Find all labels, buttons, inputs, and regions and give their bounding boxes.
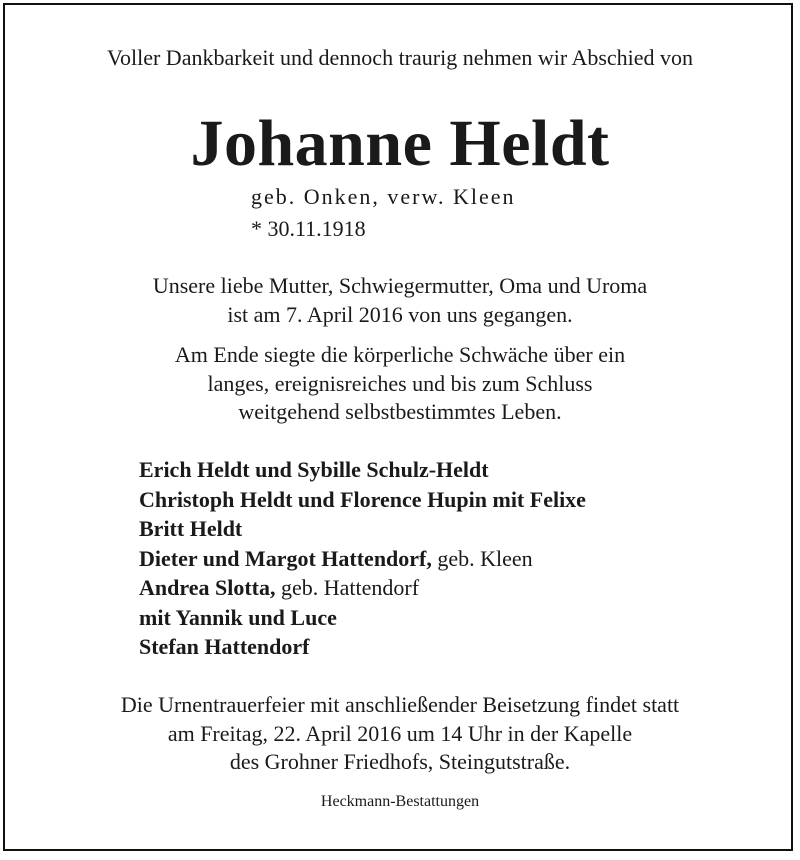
deceased-name: Johanne Heldt [190, 107, 610, 180]
family-member-name: Dieter und Margot Hattendorf, [139, 545, 432, 571]
family-member [139, 485, 586, 515]
family-member [139, 573, 586, 603]
undertaker-name: Heckmann-Bestattungen [320, 793, 480, 810]
life-tribute [0, 341, 800, 427]
family-member [139, 603, 586, 633]
ceremony-details [0, 691, 800, 777]
family-member-name: Andrea Slotta, [139, 575, 276, 600]
family-member-name: Stefan Hattendorf [139, 634, 310, 659]
text-line: Am Ende siegte die körperliche Schwäche über ein [174, 342, 626, 367]
intro-text: Voller Dankbarkeit und dennoch traurig nehmen wir Abschied von [106, 45, 694, 70]
family-member [139, 632, 586, 662]
text-line: langes, ereignisreiches und bis zum Schluss [207, 370, 593, 396]
family-list [139, 455, 586, 662]
family-member-note: geb. Kleen [437, 545, 533, 571]
text-line: am Freitag, 22. April 2016 um 14 Uhr in der Kapelle [167, 720, 633, 746]
birth-date: * 30.11.1918 [251, 216, 366, 241]
family-member [139, 514, 586, 544]
family-member-name: Christoph Heldt und Florence Hupin mit Felixe [139, 486, 586, 512]
family-member [139, 544, 586, 574]
birth-name: geb. Onken, verw. Kleen [251, 184, 516, 209]
text-line: weitgehend selbstbestimmtes Leben. [238, 399, 562, 424]
text-line: Unsere liebe Mutter, Schwiegermutter, Oma und Uroma [152, 273, 648, 298]
family-member-note: geb. Hattendorf [281, 575, 420, 600]
text-line: Die Urnentrauerfeier mit anschließender Beisetzung findet statt [120, 692, 680, 717]
family-member-name: Erich Heldt und Sybille Schulz-Heldt [139, 457, 489, 482]
family-member-name: Britt Heldt [139, 516, 243, 541]
passing-announcement [0, 272, 800, 329]
family-member [139, 455, 586, 485]
family-member-name: mit Yannik und Luce [139, 604, 337, 630]
text-line: ist am 7. April 2016 von uns gegangen. [227, 301, 573, 327]
text-line: des Grohner Friedhofs, Steingutstraße. [229, 749, 571, 774]
